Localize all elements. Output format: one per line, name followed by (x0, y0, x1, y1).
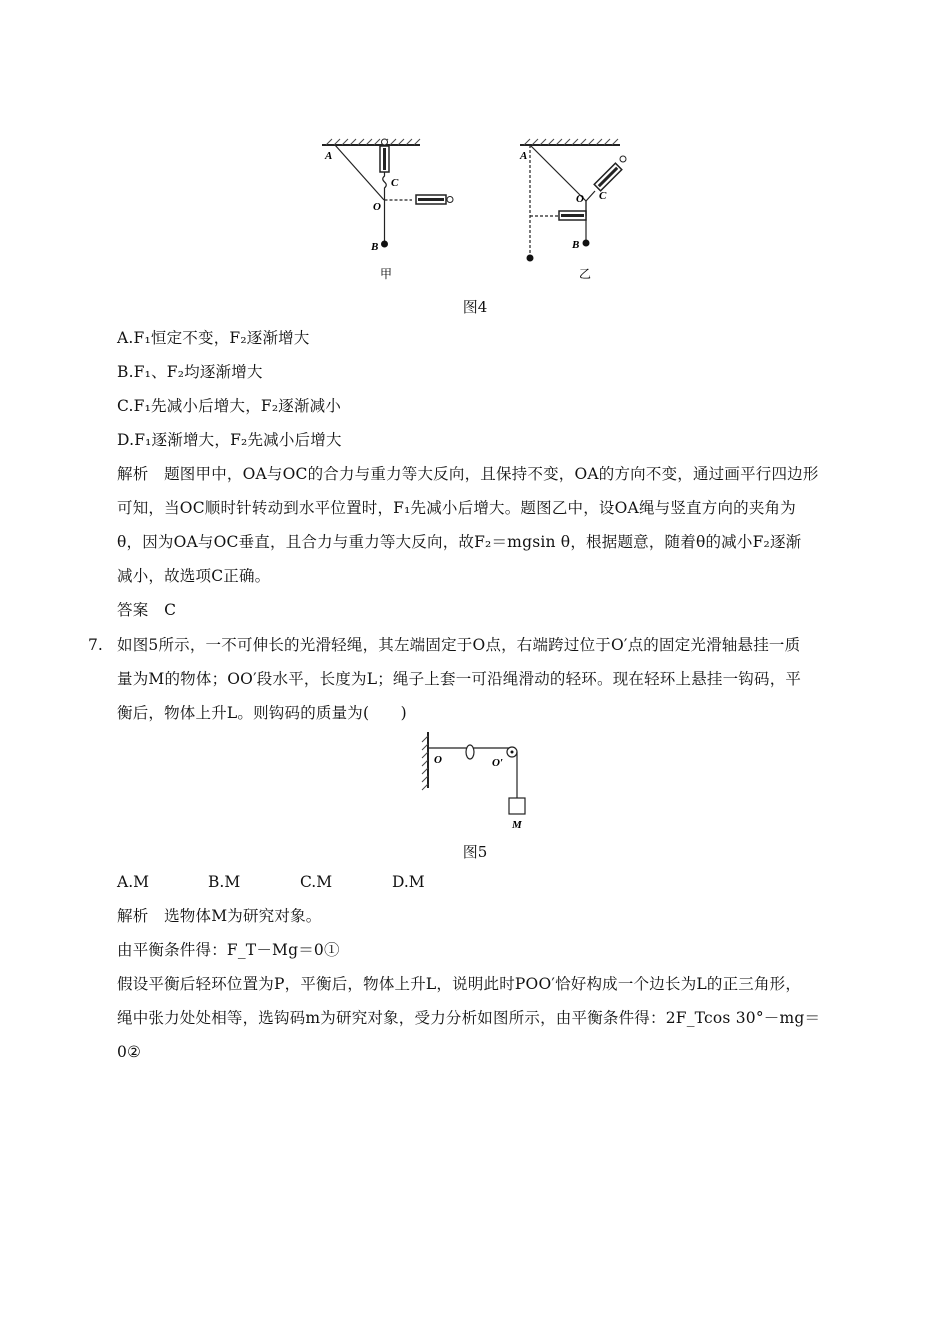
q6-answer: 答案 C (117, 601, 177, 619)
q7-analysis-line: 0② (117, 1043, 142, 1061)
q7-stem-line: 衡后，物体上升L。则钩码的质量为( ) (117, 704, 407, 722)
q6-analysis-line: θ，因为OA与OC垂直，且合力与重力等大反向，故F₂＝mgsin θ，根据题意，随着θ的减小F₂逐渐 (117, 533, 802, 551)
q7-option-d: D.M (392, 873, 425, 891)
caption-jia: 甲 (380, 267, 393, 281)
label-o-right: O (576, 193, 584, 205)
figure-5-caption: 图5 (462, 843, 488, 861)
label-o: O (434, 754, 442, 766)
q7-analysis-line: 由平衡条件得：F_T－Mg＝0① (117, 941, 340, 959)
q6-analysis-line: 减小，故选项C正确。 (117, 567, 271, 585)
label-b-right: B (572, 239, 580, 251)
q7-analysis-line: 绳中张力处处相等，选钩码m为研究对象，受力分析如图所示，由平衡条件得：2F_Tcos 30°－mg＝ (117, 1009, 821, 1027)
q7-option-a: A.M (117, 873, 149, 891)
label-b-left: B (371, 241, 379, 253)
figure-4 (300, 128, 650, 288)
label-a-left: A (325, 150, 333, 162)
q7-analysis-line: 假设平衡后轻环位置为P，平衡后，物体上升L，说明此时POO′恰好构成一个边长为L的正三角形， (117, 975, 802, 993)
label-c-left: C (391, 177, 399, 189)
label-o-left: O (373, 201, 381, 213)
figure-4-caption: 图4 (462, 298, 488, 316)
q7-stem-line: 量为M的物体；OO′段水平，长度为L；绳子上套一可沿绳滑动的轻环。现在轻环上悬挂一钩码，平 (117, 670, 802, 688)
label-c-right: C (599, 190, 607, 202)
q7-option-c: C.M (300, 873, 333, 891)
label-a-right: A (520, 150, 528, 162)
q7-analysis-line: 解析 选物体M为研究对象。 (117, 907, 322, 925)
label-o-prime: O′ (492, 757, 504, 769)
caption-yi: 乙 (579, 267, 592, 281)
label-m: M (512, 819, 522, 831)
q7-option-b: B.M (208, 873, 241, 891)
q6-option-b: B.F₁、F₂均逐渐增大 (117, 363, 263, 381)
q7-stem-line: 如图5所示，一不可伸长的光滑轻绳，其左端固定于O点，右端跨过位于O′点的固定光滑轴悬挂一质 (117, 636, 801, 654)
figure-5 (420, 730, 540, 835)
q7-number: 7. (88, 636, 103, 654)
q6-analysis-line: 可知，当OC顺时针转动到水平位置时，F₁先减小后增大。题图乙中，设OA绳与竖直方向的夹角为 (117, 499, 796, 517)
q6-option-a: A.F₁恒定不变，F₂逐渐增大 (117, 329, 310, 347)
q6-option-d: D.F₁逐渐增大，F₂先减小后增大 (117, 431, 342, 449)
q6-option-c: C.F₁先减小后增大，F₂逐渐减小 (117, 397, 342, 415)
q6-analysis-line: 解析 题图甲中，OA与OC的合力与重力等大反向，且保持不变，OA的方向不变，通过画平行四边形 (117, 465, 819, 483)
